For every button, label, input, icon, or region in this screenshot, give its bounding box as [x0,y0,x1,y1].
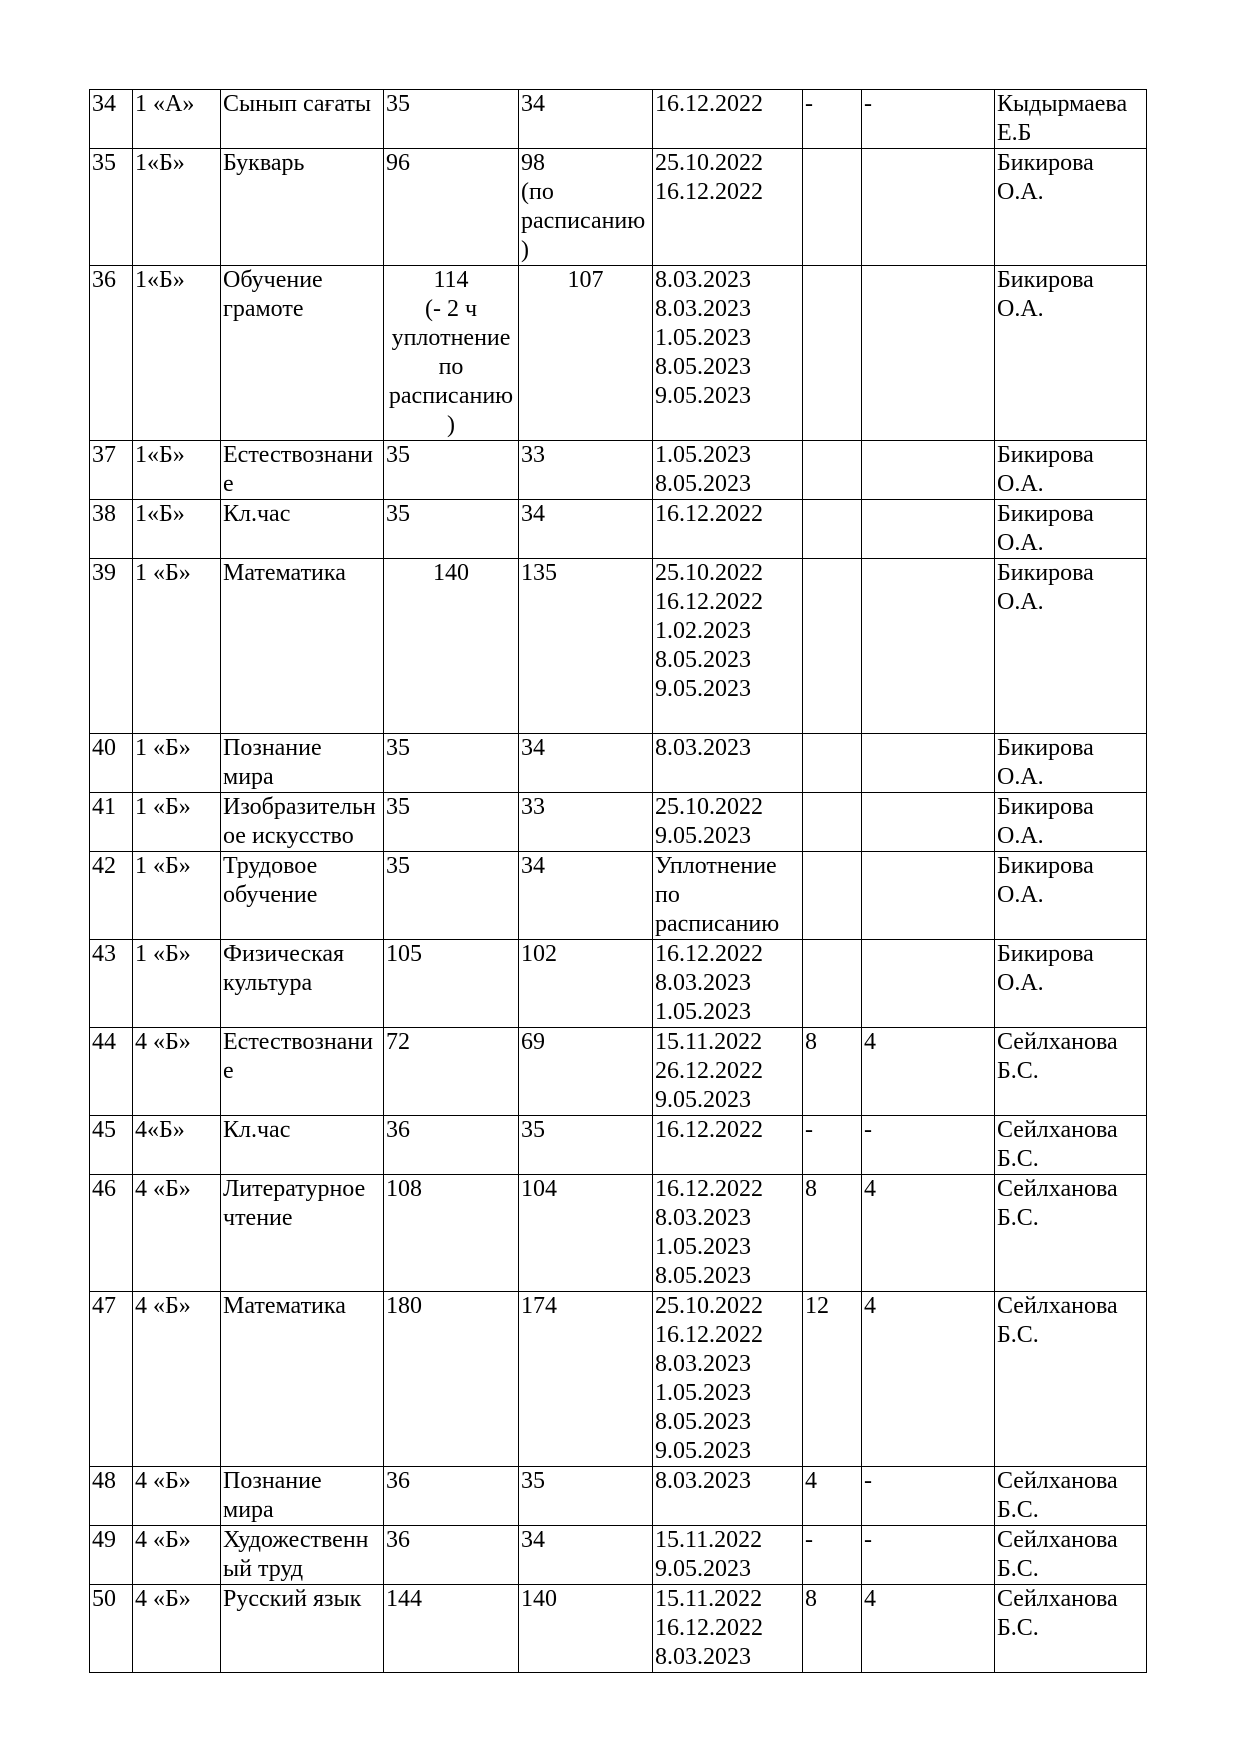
class-cell: 4 «Б» [133,1585,221,1673]
table-row [90,1116,1147,1175]
dates-cell: 8.03.2023 8.03.2023 1.05.2023 8.05.2023 9.05.2023 [653,266,803,441]
actual-hours-cell: 34 [519,734,653,793]
dates-cell: 8.03.2023 [653,734,803,793]
class-cell: 1 «Б» [133,940,221,1028]
teacher-cell: Бикирова О.А. [995,500,1147,559]
actual-hours-cell: 34 [519,1526,653,1585]
row-number-cell: 42 [90,852,133,940]
class-cell: 4«Б» [133,1116,221,1175]
planned-hours-cell: 114 (- 2 ч уплотнение по расписанию ) [384,266,519,441]
column-7-cell [803,852,862,940]
subject-cell: Кл.час [221,1116,384,1175]
subject-cell: Изобразительн ое искусство [221,793,384,852]
class-cell: 1«Б» [133,441,221,500]
column-8-cell: 4 [862,1175,995,1292]
planned-hours-cell: 96 [384,149,519,266]
column-8-cell: 4 [862,1028,995,1116]
row-number-cell: 41 [90,793,133,852]
planned-hours-cell: 140 [384,559,519,734]
subject-cell: Художественн ый труд [221,1526,384,1585]
planned-hours-cell: 35 [384,500,519,559]
planned-hours-cell: 36 [384,1526,519,1585]
planned-hours-cell: 105 [384,940,519,1028]
column-8-cell: - [862,90,995,149]
teacher-cell: Бикирова О.А. [995,734,1147,793]
planned-hours-cell: 35 [384,852,519,940]
column-7-cell [803,441,862,500]
column-8-cell: - [862,1526,995,1585]
column-8-cell [862,734,995,793]
schedule-table [89,89,1147,1673]
table-row [90,734,1147,793]
planned-hours-cell: 35 [384,441,519,500]
dates-cell: 16.12.2022 8.03.2023 1.05.2023 8.05.2023 [653,1175,803,1292]
column-8-cell [862,559,995,734]
dates-cell: 16.12.2022 [653,90,803,149]
class-cell: 4 «Б» [133,1028,221,1116]
subject-cell: Литературное чтение [221,1175,384,1292]
class-cell: 4 «Б» [133,1292,221,1467]
row-number-cell: 47 [90,1292,133,1467]
actual-hours-cell: 102 [519,940,653,1028]
table-row [90,500,1147,559]
teacher-cell: Бикирова О.А. [995,441,1147,500]
dates-cell: Уплотнение по расписанию [653,852,803,940]
table-row [90,1585,1147,1673]
column-7-cell: - [803,1116,862,1175]
actual-hours-cell: 174 [519,1292,653,1467]
table-row [90,940,1147,1028]
class-cell: 1«Б» [133,500,221,559]
subject-cell: Трудовое обучение [221,852,384,940]
column-7-cell: - [803,90,862,149]
actual-hours-cell: 107 [519,266,653,441]
column-8-cell [862,793,995,852]
column-7-cell: 8 [803,1028,862,1116]
subject-cell: Кл.час [221,500,384,559]
actual-hours-cell: 35 [519,1467,653,1526]
table-row [90,1467,1147,1526]
planned-hours-cell: 108 [384,1175,519,1292]
column-8-cell [862,441,995,500]
row-number-cell: 46 [90,1175,133,1292]
subject-cell: Физическая культура [221,940,384,1028]
column-7-cell: 8 [803,1175,862,1292]
teacher-cell: Кыдырмаева Е.Б [995,90,1147,149]
row-number-cell: 49 [90,1526,133,1585]
dates-cell: 16.12.2022 8.03.2023 1.05.2023 [653,940,803,1028]
table-row [90,441,1147,500]
column-7-cell: 12 [803,1292,862,1467]
row-number-cell: 48 [90,1467,133,1526]
row-number-cell: 38 [90,500,133,559]
dates-cell: 16.12.2022 [653,500,803,559]
column-7-cell [803,500,862,559]
dates-cell: 1.05.2023 8.05.2023 [653,441,803,500]
column-7-cell [803,734,862,793]
actual-hours-cell: 33 [519,793,653,852]
dates-cell: 25.10.2022 16.12.2022 [653,149,803,266]
dates-cell: 16.12.2022 [653,1116,803,1175]
planned-hours-cell: 36 [384,1116,519,1175]
teacher-cell: Сейлханова Б.С. [995,1028,1147,1116]
row-number-cell: 45 [90,1116,133,1175]
table-row [90,1292,1147,1467]
column-7-cell [803,559,862,734]
actual-hours-cell: 33 [519,441,653,500]
actual-hours-cell: 34 [519,852,653,940]
column-8-cell [862,266,995,441]
planned-hours-cell: 180 [384,1292,519,1467]
row-number-cell: 50 [90,1585,133,1673]
actual-hours-cell: 34 [519,90,653,149]
dates-cell: 15.11.2022 9.05.2023 [653,1526,803,1585]
class-cell: 4 «Б» [133,1526,221,1585]
subject-cell: Естествознани е [221,1028,384,1116]
planned-hours-cell: 35 [384,90,519,149]
teacher-cell: Сейлханова Б.С. [995,1175,1147,1292]
table-row [90,266,1147,441]
teacher-cell: Сейлханова Б.С. [995,1585,1147,1673]
column-8-cell [862,500,995,559]
table-body [90,90,1147,1673]
subject-cell: Познание мира [221,1467,384,1526]
teacher-cell: Бикирова О.А. [995,940,1147,1028]
column-8-cell [862,852,995,940]
column-8-cell: - [862,1116,995,1175]
row-number-cell: 35 [90,149,133,266]
table-row [90,793,1147,852]
dates-cell: 8.03.2023 [653,1467,803,1526]
planned-hours-cell: 36 [384,1467,519,1526]
class-cell: 1 «Б» [133,793,221,852]
table-row [90,1175,1147,1292]
column-8-cell [862,149,995,266]
column-8-cell [862,940,995,1028]
actual-hours-cell: 140 [519,1585,653,1673]
teacher-cell: Бикирова О.А. [995,266,1147,441]
class-cell: 4 «Б» [133,1175,221,1292]
row-number-cell: 37 [90,441,133,500]
subject-cell: Познание мира [221,734,384,793]
actual-hours-cell: 135 [519,559,653,734]
teacher-cell: Бикирова О.А. [995,559,1147,734]
actual-hours-cell: 34 [519,500,653,559]
row-number-cell: 43 [90,940,133,1028]
column-7-cell [803,793,862,852]
actual-hours-cell: 69 [519,1028,653,1116]
table-row [90,90,1147,149]
teacher-cell: Сейлханова Б.С. [995,1116,1147,1175]
planned-hours-cell: 35 [384,734,519,793]
subject-cell: Математика [221,1292,384,1467]
actual-hours-cell: 104 [519,1175,653,1292]
column-7-cell [803,940,862,1028]
row-number-cell: 36 [90,266,133,441]
actual-hours-cell: 98 (по расписанию ) [519,149,653,266]
row-number-cell: 40 [90,734,133,793]
actual-hours-cell: 35 [519,1116,653,1175]
planned-hours-cell: 35 [384,793,519,852]
class-cell: 1«Б» [133,149,221,266]
row-number-cell: 44 [90,1028,133,1116]
column-7-cell [803,266,862,441]
subject-cell: Обучение грамоте [221,266,384,441]
class-cell: 1 «Б» [133,559,221,734]
teacher-cell: Бикирова О.А. [995,793,1147,852]
subject-cell: Сынып сағаты [221,90,384,149]
dates-cell: 25.10.2022 16.12.2022 1.02.2023 8.05.2023 9.05.2023 [653,559,803,734]
dates-cell: 15.11.2022 16.12.2022 8.03.2023 [653,1585,803,1673]
subject-cell: Естествознани е [221,441,384,500]
column-7-cell [803,149,862,266]
class-cell: 1«Б» [133,266,221,441]
column-7-cell: - [803,1526,862,1585]
class-cell: 1 «А» [133,90,221,149]
class-cell: 1 «Б» [133,734,221,793]
class-cell: 4 «Б» [133,1467,221,1526]
teacher-cell: Сейлханова Б.С. [995,1292,1147,1467]
table-row [90,559,1147,734]
teacher-cell: Сейлханова Б.С. [995,1526,1147,1585]
row-number-cell: 34 [90,90,133,149]
teacher-cell: Сейлханова Б.С. [995,1467,1147,1526]
planned-hours-cell: 144 [384,1585,519,1673]
planned-hours-cell: 72 [384,1028,519,1116]
dates-cell: 15.11.2022 26.12.2022 9.05.2023 [653,1028,803,1116]
table-row [90,852,1147,940]
subject-cell: Букварь [221,149,384,266]
column-8-cell: - [862,1467,995,1526]
column-8-cell: 4 [862,1585,995,1673]
dates-cell: 25.10.2022 9.05.2023 [653,793,803,852]
table-row [90,1028,1147,1116]
column-7-cell: 8 [803,1585,862,1673]
subject-cell: Русский язык [221,1585,384,1673]
teacher-cell: Бикирова О.А. [995,149,1147,266]
dates-cell: 25.10.2022 16.12.2022 8.03.2023 1.05.2023 8.05.2023 9.05.2023 [653,1292,803,1467]
row-number-cell: 39 [90,559,133,734]
class-cell: 1 «Б» [133,852,221,940]
teacher-cell: Бикирова О.А. [995,852,1147,940]
table-row [90,149,1147,266]
column-7-cell: 4 [803,1467,862,1526]
column-8-cell: 4 [862,1292,995,1467]
table-row [90,1526,1147,1585]
subject-cell: Математика [221,559,384,734]
